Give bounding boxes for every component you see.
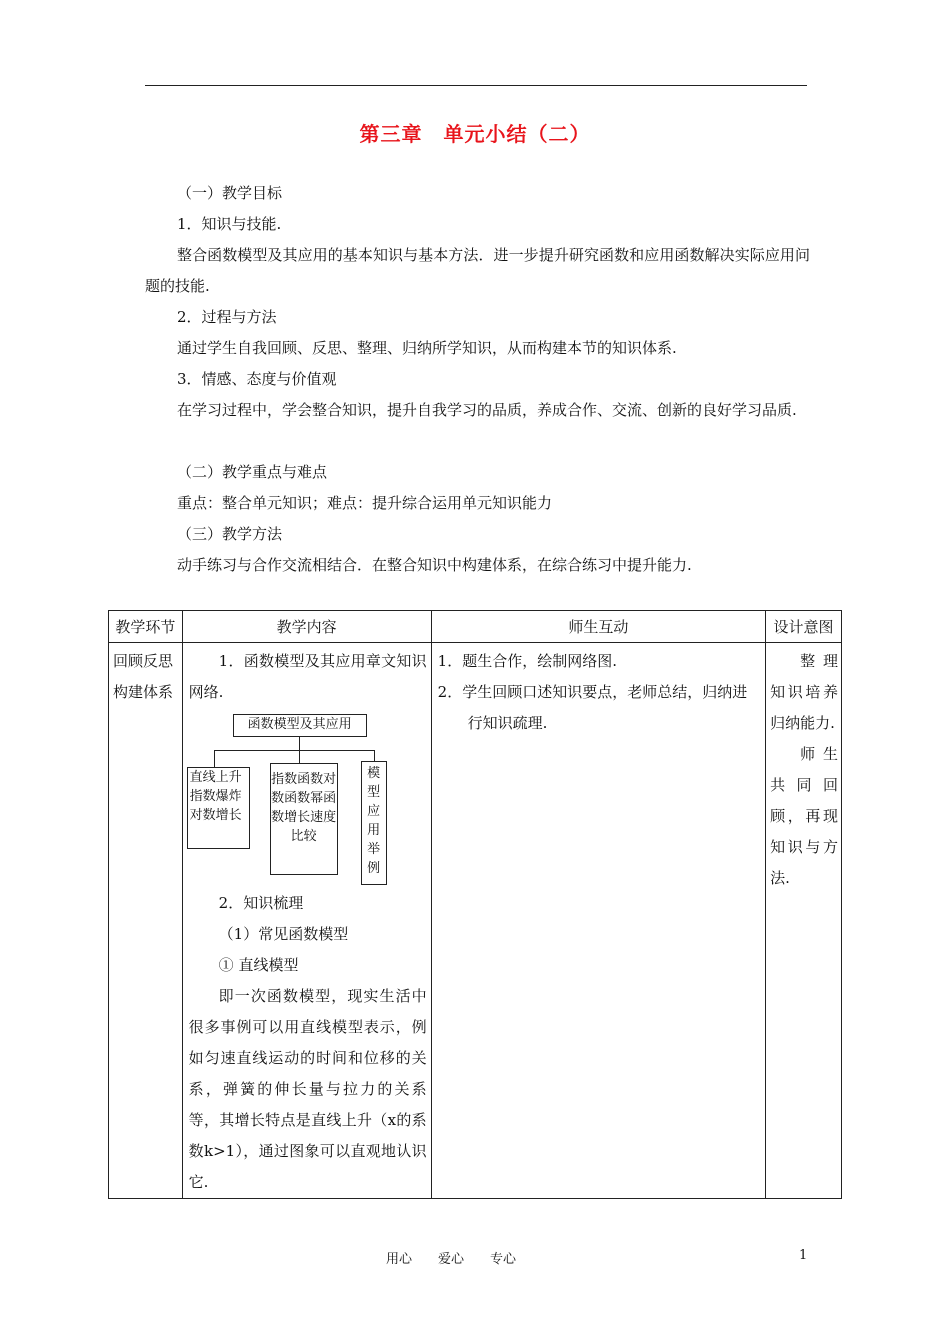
diagram-root-box: 函数模型及其应用 (233, 714, 367, 737)
table-row (109, 643, 842, 1199)
method-heading: （三）教学方法 (177, 525, 283, 543)
k2-text: 通过学生自我回顾、反思、整理、归纳所学知识，从而构建本节的知识体系. (177, 339, 677, 357)
k3-heading: 3．情感、态度与价值观 (177, 370, 337, 388)
diagram-connector (299, 737, 300, 751)
content-item-1: 1．函数模型及其应用章文知识网络. (188, 652, 427, 701)
header-content: 教学内容 (182, 611, 431, 643)
diagram-connector (214, 750, 215, 767)
k1-heading: 1．知识与技能. (177, 215, 282, 233)
content-item-2: 2．知识梳理 (218, 894, 304, 912)
diagram-box-growth: 直线上升指数爆炸对数增长 (187, 767, 250, 849)
header-intent: 设计意图 (766, 611, 842, 643)
diagram-box-application: 模型应用举例 (361, 761, 387, 885)
content-paragraph: 即一次函数模型，现实生活中很多事例可以用直线模型表示，例如匀速直线运动的时间和位移的关系，弹簧的伸长量与拉力的关系等，其增长特点是直线上升（x的系数k>1），通过图象可以直观地认识它. (188, 987, 427, 1191)
page-title: 第三章 单元小结（二） (359, 122, 591, 146)
content-cell (182, 643, 431, 1199)
k2-heading: 2．过程与方法 (177, 308, 277, 326)
table-header-row (109, 611, 842, 643)
diagram-connector (374, 750, 375, 761)
k3-text: 在学习过程中，学会整合知识，提升自我学习的品质，养成合作、交流、创新的良好学习品质. (177, 401, 797, 419)
footer-motto: 用心 爱心 专心 (386, 1252, 517, 1267)
goal-heading: （一）教学目标 (177, 184, 283, 202)
interaction-cell (431, 643, 765, 1199)
stage-cell (109, 643, 183, 1199)
interaction-item-1: 1．题生合作，绘制网络图. (437, 652, 617, 670)
diagram-box-compare: 指数函数对数函数幂函数增长速度比较 (270, 763, 338, 875)
content-sub-1: （1）常见函数模型 (218, 925, 349, 943)
page-number: 1 (799, 1248, 808, 1263)
focus-text: 重点：整合单元知识；难点：提升综合运用单元知识能力 (177, 494, 553, 512)
stage-text: 回顾反思构建体系 (113, 652, 174, 701)
focus-heading: （二）教学重点与难点 (177, 463, 328, 481)
interaction-item-2: 2．学生回顾口述知识要点，老师总结，归纳进行知识疏理. (437, 683, 748, 732)
lesson-table (108, 610, 842, 1199)
content-sub-1a: ① 直线模型 (218, 956, 299, 974)
intent-text-2: 师生共同回顾，再现知识与方法. (770, 745, 838, 887)
knowledge-network-diagram (187, 708, 427, 888)
k1-text-body: 整合函数模型及其应用的基本知识与基本方法．进一步提升研究函数和应用函数解决实际应用问题的技能. (145, 246, 810, 295)
header-rule (145, 85, 807, 86)
diagram-connector (214, 750, 375, 751)
intent-cell (766, 643, 842, 1199)
header-stage: 教学环节 (109, 611, 183, 643)
intent-text-1: 整理知识培养归纳能力. (770, 652, 838, 732)
header-interaction: 师生互动 (431, 611, 765, 643)
method-text: 动手练习与合作交流相结合．在整合知识中构建体系，在综合练习中提升能力. (177, 556, 692, 574)
diagram-connector (299, 750, 300, 763)
